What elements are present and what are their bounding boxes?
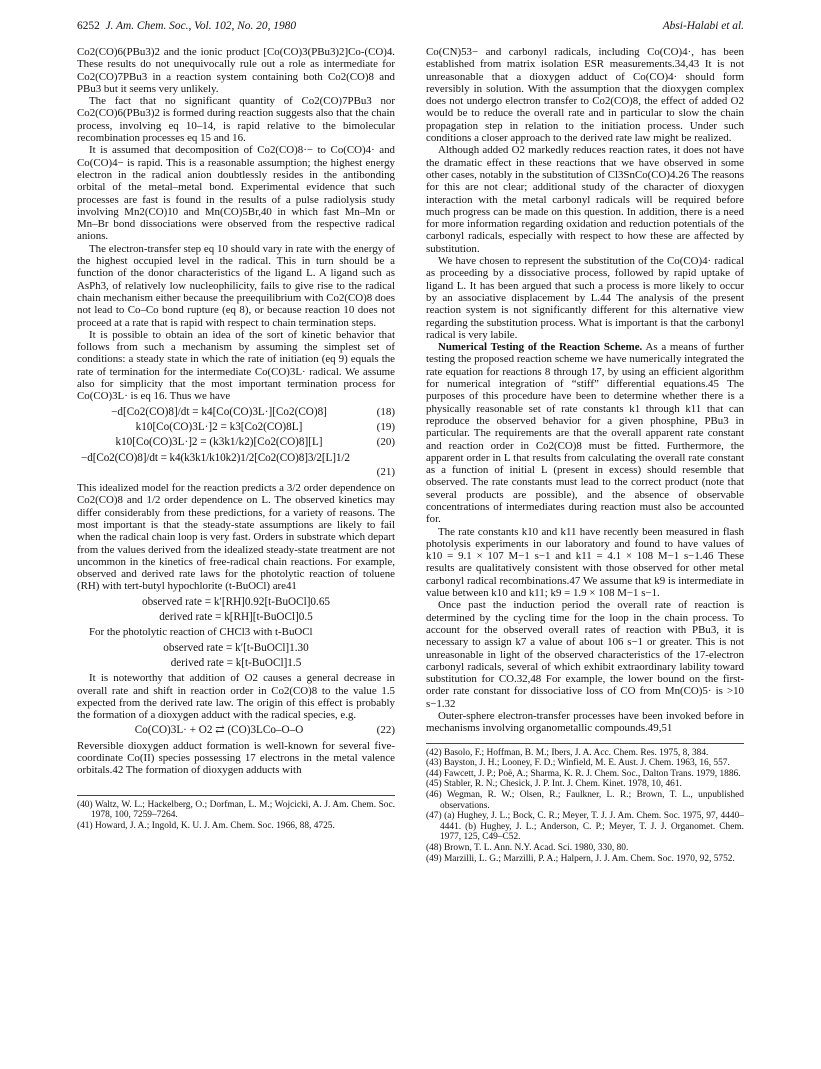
footnote: (49) Marzilli, L. G.; Marzilli, P. A.; Halpern, J. J. Am. Chem. Soc. 1970, 92, 5752. [426, 853, 735, 864]
paragraph: Outer-sphere electron-transfer processes have been invoked before in mechanisms involving organometallic compounds.49,51 [426, 710, 744, 735]
rate-law-derived [77, 657, 395, 669]
footnote: (46) Wegman, R. W.; Olsen, R.; Faulkner, L. R.; Brown, T. L., unpublished observations. [426, 790, 744, 811]
paragraph: The electron-transfer step eq 10 should vary in rate with the energy of the highest occupied level in the radical. This in turn should be a function of the donor characteristics of the ligand L. A ligand such as AsPh3, of relatively low nucleophilicity, fails to give rise to the radical chain mechanism either because the preequilibrium with Co2(CO)8 does not lead to Co–Co bond rupture (eq 8), or because reaction 10 does not proceed at a rate that is rapid with respect to chain termination steps. [77, 242, 395, 329]
paragraph: This idealized model for the reaction predicts a 3/2 order dependence on Co2(CO)8 and 1/2 order dependence on L. The observed kinetics may differ considerably from these predictions, for a variety of reasons. The most important is that the steady-state assumptions are likely to fail when the radical chain loop is very fast. Orders in substrate which depart from the values derived from the idealized steady-state treatment are not uncommon in the kinetics of free-radical chain reactions. For example, observed and derived rate laws for the photolytic reaction of toluene (RH) with tert-butyl hypochlorite (t-BuOCl) are41 [77, 482, 395, 593]
footnote: (44) Fawcett, J. P.; Poë, A.; Sharma, K. R. J. Chem. Soc., Dalton Trans. 1979, 1886. [426, 768, 741, 779]
header-left [77, 20, 296, 32]
left-column [77, 46, 395, 831]
right-column [426, 46, 744, 864]
footnote: (43) Bayston, J. H.; Looney, F. D.; Winfield, M. E. Aust. J. Chem. 1963, 16, 557. [426, 758, 730, 769]
equation-number: (18) [376, 405, 395, 418]
section-heading: Numerical Testing of the Reaction Scheme. [438, 341, 643, 354]
journal-citation: J. Am. Chem. Soc., Vol. 102, No. 20, 1980 [105, 20, 297, 32]
running-header [77, 20, 744, 32]
paragraph: For the photolytic reaction of CHCl3 with t-BuOCl [89, 626, 313, 639]
paragraph: It is noteworthy that addition of O2 causes a general decrease in overall rate and shift in reaction order in Co2(CO)8 to the value 1.5 expected from the derived rate law. The origin of this effect is probably the formation of a dioxygen adduct with the radical species, e.g. [77, 672, 395, 722]
footnote: (42) Basolo, F.; Hoffman, B. M.; Ibers, J. A. Acc. Chem. Res. 1975, 8, 384. [426, 747, 709, 758]
equation-22 [77, 724, 395, 736]
paragraph: The rate constants k10 and k11 have recently been measured in flash photolysis experiments in our laboratory and found to have values of k10 = 9.1 × 107 M−1 s−1 and k11 = 4.1 × 108 M−1 s−1.46 These results are qualitatively consistent with those observed for other metal carbonyl radical recombinations.47 We assume that k9 is intermediate in value between k10 and k11; k9 = 1.9 × 108 M−1 s−1. [426, 525, 744, 600]
footnotes [426, 743, 744, 865]
paragraph: Once past the induction period the overall rate of reaction is determined by the cycling time for the loop in the chain process. To account for the observed overall rates of reaction with PBu3, it is necessary to assign k7 a value of about 106 s−1 or greater. This is not unreasonable in light of the observed characteristics of the 17-electron carbonyl radicals, several of which exhibit extraordinary lability toward substitution for CO.32,48 For example, the lower bound on the first-order rate constant for dissociative loss of CO from Mn(CO)5· is >10 s−1.32 [426, 599, 744, 710]
paragraph: We have chosen to represent the substitution of the Co(CO)4· radical as proceeding by a dissociative process, followed by rapid uptake of ligand L. It has been argued that such a process is more likely to occur by an associative displacement by L.44 The analysis of the present reaction system is not significantly different for this alternative view regarding the substitution process. What is important is that the carbonyl radical is very labile. [426, 255, 744, 341]
equation-expression: −d[Co2(CO)8]/dt = k4[Co(CO)3L·][Co2(CO)8] [111, 405, 327, 418]
paragraph: The fact that no significant quantity of Co2(CO)7PBu3 nor Co2(CO)6(PBu3)2 is formed during reaction suggests also that the chain process, involving eq 10–14, is rapid relative to the bimolecular recombination processes eq 15 and 16. [77, 95, 395, 145]
equation-number: (19) [376, 420, 395, 433]
footnote: (40) Waltz, W. L.; Hackelberg, O.; Dorfman, L. M.; Wojcicki, A. J. Am. Chem. Soc. 1978, 100, 7259–7264. [77, 799, 395, 821]
footnote: (48) Brown, T. L. Ann. N.Y. Acad. Sci. 1980, 330, 80. [426, 842, 629, 853]
equation-number: (21) [376, 465, 395, 478]
page-number: 6252 [77, 20, 100, 32]
equation-18 [77, 406, 395, 418]
equation-expression: k10[Co(CO)3L·]2 = k3[Co2(CO)8L] [135, 420, 303, 433]
equation-19 [77, 421, 395, 433]
footnote: (45) Stabler, R. N.; Chesick, J. P. Int. J. Chem. Kinet. 1978, 10, 461. [426, 779, 682, 790]
footnote: (41) Howard, J. A.; Ingold, K. U. J. Am. Chem. Soc. 1966, 88, 4725. [77, 820, 335, 831]
paragraph: It is assumed that decomposition of Co2(CO)8·− to Co(CO)4· and Co(CO)4− is rapid. This is a reasonable assumption; the highest energy electron in the radical anion doubtlessly resides in the antibonding orbital of the metal–metal bond. Experimental evidence that such processes are fast is found in the results of a pulse radiolysis study involving Mn2(CO)10 and Mn(CO)5Br,40 in which fast Mn–Mn or Mn–Br bond dissociations were observed from the respective radical anions. [77, 144, 395, 243]
rate-expression: observed rate = k′[RH]0.92[t-BuOCl]0.65 [141, 595, 331, 608]
equation-expression: −d[Co2(CO)8]/dt = k4(k3k1/k10k2)1/2[Co2(CO)8]3/2[L]1/2 [81, 451, 350, 464]
equation-expression: k10[Co(CO)3L·]2 = (k3k1/k2)[Co2(CO)8][L] [115, 436, 323, 449]
author-header: Absi-Halabi et al. [662, 20, 744, 32]
paragraph: Co(CN)53− and carbonyl radicals, including Co(CO)4·, has been established from matrix isolation ESR measurements.34,43 It is not unreasonable that a dioxygen adduct of Co(CO)4· should form reversibly in solution. With the assumption that the dioxygen complex does not undergo electron transfer to Co2(CO)8, the effect of added O2 would be to reduce the overall rate and in particular to slow the chain propagation step in relation to the initiation process. Under such conditions a closer approach to the derived rate law might be realized. [426, 46, 744, 145]
footnote: (47) (a) Hughey, J. L.; Bock, C. R.; Meyer, T. J. J. Am. Chem. Soc. 1975, 97, 4440–4441. (b) Hughey, J. L.; Anderson, C. P.; Meyer, T. J. J. Organomet. Chem. 1977, 125, C49–C52. [426, 811, 744, 843]
paragraph: Co2(CO)6(PBu3)2 and the ionic product [Co(CO)3(PBu3)2]Co-(CO)4. These results do not unequivocally rule out a role as intermediate for Co2(CO)7PBu3 in a reaction system containing both Co2(CO)8 and PBu3 but it seems very unlikely. [77, 46, 395, 95]
rate-law-observed [77, 596, 395, 608]
equation-number: (22) [376, 724, 395, 737]
rate-expression: observed rate = k′[t-BuOCl]1.30 [163, 641, 309, 654]
paragraph-text: As a means of further testing the proposed reaction scheme we have numerically integrated the rate equation for reactions 8 through 17, by using an efficient algorithm for numerical integration of “stiff” differential equations.45 The purposes of this procedure have been to determine whether there is a physically reasonable set of rate constants k1 through k11 that can reproduce the observed behavior for a given phosphine, PBu3 in particular. The requirements are that the overall apparent rate constant and reaction order in Co2(CO)8 must be fitted. Furthermore, the apparent order in L that results from calculating the overall rate constant as a function of initial L (present in excess) should resemble that observed. The rate constants must lead to the correct product (note that several products are possible), and the absence of observable concentrations of intermediates during reaction must also be accounted for. [426, 341, 744, 526]
paragraph: It is possible to obtain an idea of the sort of kinetic behavior that follows from such a mechanism by assuming the simplest set of conditions: a steady state in which the rate of initiation (eq 9) equals the rate of termination for the intermediate Co(CO)3L· radical. We assume also for simplicity that the most important termination process for Co(CO)3L· is eq 16. Thus we have [77, 328, 395, 403]
rate-law-observed [77, 642, 395, 654]
footnotes [77, 795, 395, 832]
paragraph [426, 341, 744, 525]
rate-expression: derived rate = k[RH][t-BuOCl]0.5 [159, 611, 313, 624]
equation-20 [77, 436, 395, 448]
equation-21 [77, 452, 395, 464]
paragraph: Although added O2 markedly reduces reaction rates, it does not have the dramatic effect in these reactions that we have observed in some other cases, notably in the substitution of Cl3SnCo(CO)4.26 The reasons for this are not clear; additional study of the character of dioxygen interaction with the metal carbonyl radicals will be required before much progress can be made on this question. In addition, there is a need for more information regarding oxidation and reduction potentials of the carbonyl radicals, especially with respect to how these are affected by substitution. [426, 144, 744, 255]
equation-number: (20) [376, 436, 395, 449]
rate-law-derived [77, 611, 395, 623]
rate-expression: derived rate = k[t-BuOCl]1.5 [170, 656, 302, 669]
equation-expression: Co(CO)3L· + O2 ⇄ (CO)3LCo–O–O [134, 724, 304, 737]
paragraph: Reversible dioxygen adduct formation is well-known for several five-coordinate Co(II) species possessing 17 electrons in the metal valence orbitals.42 The formation of dioxygen adducts with [77, 739, 395, 777]
